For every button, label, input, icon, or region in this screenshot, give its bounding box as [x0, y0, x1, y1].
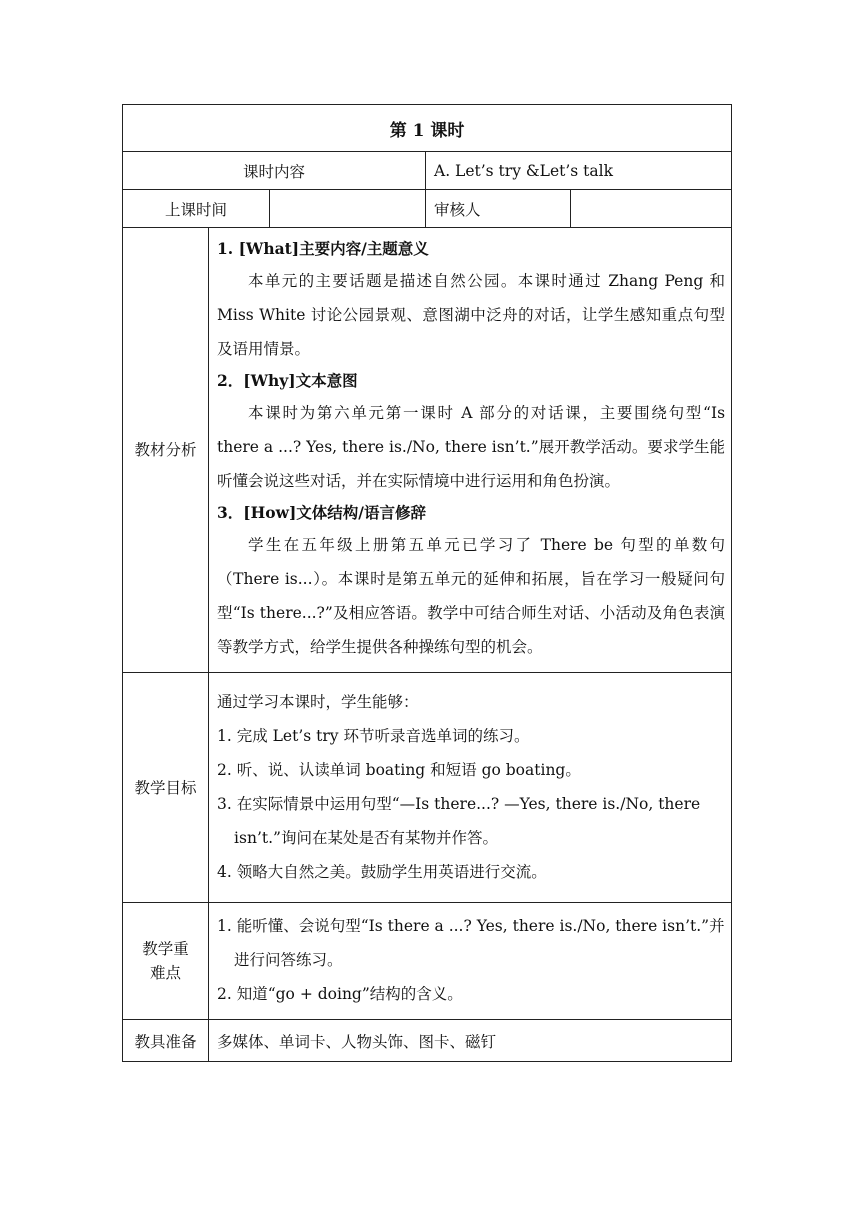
goal-item-3: 3. 在实际情景中运用句型“—Is there...? —Yes, there is./No, there isn’t.”询问在某处是否有某物并作答。 — [217, 794, 701, 847]
lesson-plan-table — [122, 104, 732, 1062]
reviewer-label: 审核人 — [426, 190, 571, 228]
goals-content — [209, 673, 732, 903]
analysis-how-heading: 3．[How]文体结构/语言修辞 — [217, 503, 426, 522]
goals-label: 教学目标 — [123, 673, 209, 903]
time-value — [270, 190, 426, 228]
materials-value: 多媒体、单词卡、人物头饰、图卡、磁钉 — [209, 1020, 732, 1062]
key-points-label — [123, 903, 209, 1020]
content-label: 课时内容 — [123, 152, 426, 190]
analysis-content — [209, 228, 732, 673]
lesson-title: 第 1 课时 — [123, 105, 732, 152]
analysis-what-text: 本单元的主要话题是描述自然公园。本课时通过 Zhang Peng 和 Miss White 讨论公园景观、意图湖中泛舟的对话，让学生感知重点句型及语用情景。 — [217, 272, 726, 358]
analysis-why-text: 本课时为第六单元第一课时 A 部分的对话课，主要围绕句型“Is there a ...? Yes, there is./No, there isn’t.”展开教学活动。要求学生能听懂会说这些对话，并在实际情境中进行运用和角色扮演。 — [217, 404, 726, 490]
key-points-label-line1: 教学重 — [142, 940, 189, 958]
key-points-label-line2: 难点 — [149, 964, 181, 982]
materials-label: 教具准备 — [123, 1020, 209, 1062]
analysis-why-heading: 2．[Why]文本意图 — [217, 371, 358, 390]
goals-intro: 通过学习本课时，学生能够： — [217, 692, 419, 711]
content-value: A. Let’s try &Let’s talk — [426, 152, 732, 190]
goal-item-4: 4. 领略大自然之美。鼓励学生用英语进行交流。 — [217, 862, 547, 881]
analysis-label: 教材分析 — [123, 228, 209, 673]
key-points-content — [209, 903, 732, 1020]
goal-item-1: 1. 完成 Let’s try 环节听录音选单词的练习。 — [217, 726, 530, 745]
key-point-item-2: 2. 知道“go + doing”结构的含义。 — [217, 985, 463, 1003]
goal-item-2: 2. 听、说、认读单词 boating 和短语 go boating。 — [217, 760, 581, 779]
time-label: 上课时间 — [123, 190, 270, 228]
reviewer-value — [571, 190, 732, 228]
key-point-item-1: 1. 能听懂、会说句型“Is there a ...? Yes, there is./No, there isn’t.”并进行问答练习。 — [217, 917, 725, 969]
analysis-what-heading: 1. [What]主要内容/主题意义 — [217, 239, 429, 258]
analysis-how-text: 学生在五年级上册第五单元已学习了 There be 句型的单数句（There is...）。本课时是第五单元的延伸和拓展，旨在学习一般疑问句型“Is there...?”及相应答语。教学中可结合师生对话、小活动及角色表演等教学方式，给学生提供各种操练句型的机会。 — [217, 536, 726, 656]
